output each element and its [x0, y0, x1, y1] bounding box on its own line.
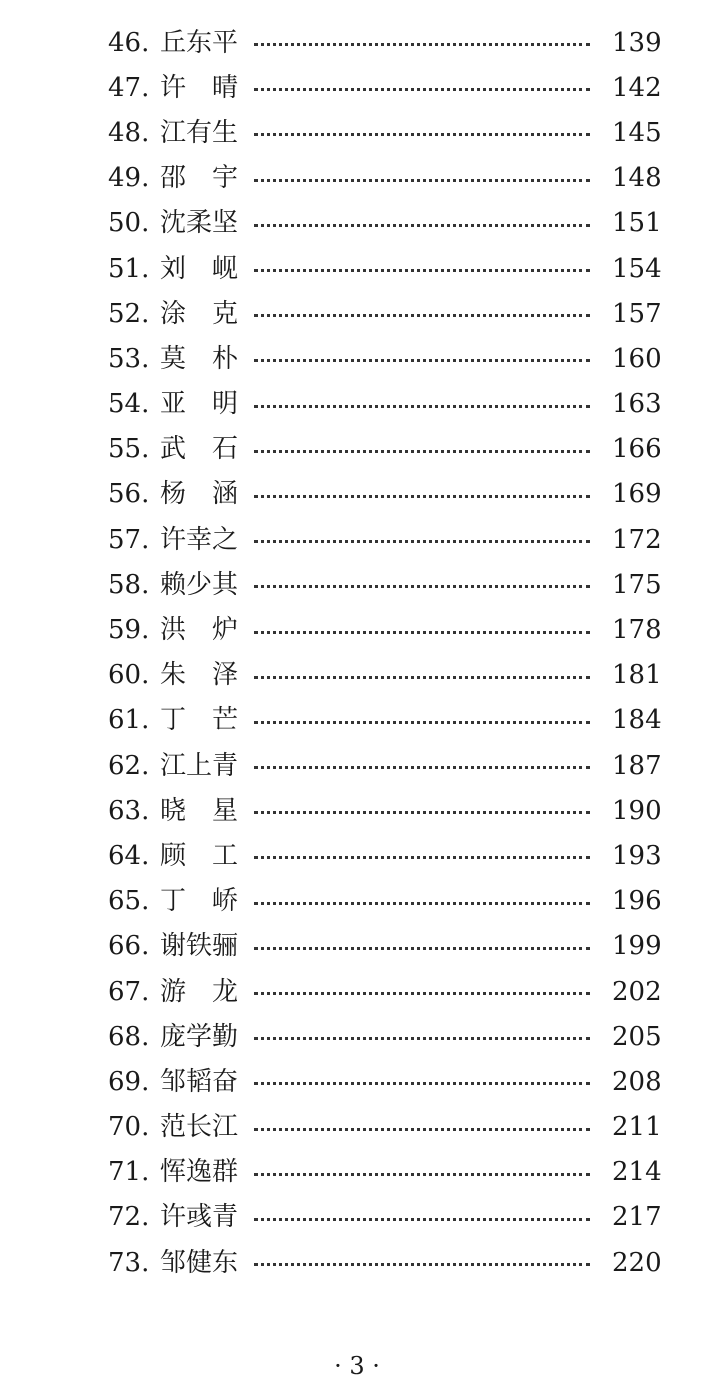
- entry-number: 54.: [108, 389, 150, 420]
- entry-number: 67.: [108, 976, 150, 1007]
- entry-name: 范长江: [160, 1112, 239, 1143]
- toc-entry: [108, 924, 660, 969]
- entry-number: 62.: [108, 750, 150, 781]
- entry-page-number: 160: [612, 343, 662, 374]
- dot-leader: [254, 811, 590, 814]
- entry-number: 69.: [108, 1066, 150, 1097]
- toc-entry: [108, 1195, 660, 1240]
- entry-name: 江有生: [160, 117, 239, 148]
- toc-entry: [108, 1105, 660, 1150]
- entry-number: 70.: [108, 1112, 150, 1143]
- toc-entry: [108, 969, 660, 1014]
- dot-leader: [254, 43, 590, 46]
- toc-entry: [108, 743, 660, 788]
- entry-page-number: 172: [612, 524, 662, 555]
- entry-name: 亚 明: [160, 389, 239, 420]
- entry-name: 谢铁骊: [160, 931, 239, 962]
- toc-entry: [108, 110, 660, 155]
- entry-page-number: 211: [612, 1112, 662, 1143]
- entry-name: 朱 泽: [160, 660, 239, 691]
- toc-entry: [108, 833, 660, 878]
- toc-entry: [108, 156, 660, 201]
- toc-entry: [108, 653, 660, 698]
- toc-entry: [108, 336, 660, 381]
- toc-entry: [108, 65, 660, 110]
- entry-page-number: 193: [612, 840, 662, 871]
- entry-page-number: 190: [612, 795, 662, 826]
- entry-name: 游 龙: [160, 976, 239, 1007]
- toc-entry: [108, 879, 660, 924]
- entry-name: 沈柔坚: [160, 208, 239, 239]
- entry-number: 47.: [108, 72, 150, 103]
- entry-name: 邹韬奋: [160, 1066, 239, 1097]
- entry-number: 52.: [108, 298, 150, 329]
- toc-entry: [108, 382, 660, 427]
- dot-leader: [254, 1128, 590, 1131]
- toc-entry: [108, 788, 660, 833]
- entry-page-number: 154: [612, 253, 662, 284]
- entry-number: 58.: [108, 569, 150, 600]
- entry-name: 涂 克: [160, 298, 239, 329]
- entry-name: 莫 朴: [160, 343, 239, 374]
- entry-page-number: 205: [612, 1021, 662, 1052]
- entry-number: 53.: [108, 343, 150, 374]
- entry-name: 江上青: [160, 750, 239, 781]
- dot-leader: [254, 359, 590, 362]
- entry-page-number: 139: [612, 27, 662, 58]
- dot-leader: [254, 1218, 590, 1221]
- entry-name: 许彧青: [160, 1202, 239, 1233]
- entry-number: 73.: [108, 1247, 150, 1278]
- entry-name: 庞学勤: [160, 1021, 239, 1052]
- dot-leader: [254, 314, 590, 317]
- entry-page-number: 151: [612, 208, 662, 239]
- entry-page-number: 169: [612, 479, 662, 510]
- entry-number: 49.: [108, 163, 150, 194]
- page-number: · 3 ·: [334, 1352, 380, 1380]
- dot-leader: [254, 856, 590, 859]
- entry-page-number: 214: [612, 1157, 662, 1188]
- entry-number: 72.: [108, 1202, 150, 1233]
- entry-number: 65.: [108, 886, 150, 917]
- entry-name: 许 晴: [160, 72, 239, 103]
- dot-leader: [254, 224, 590, 227]
- entry-number: 55.: [108, 434, 150, 465]
- toc-entry: [108, 1059, 660, 1104]
- toc-entry: [108, 1240, 660, 1285]
- entry-page-number: 157: [612, 298, 662, 329]
- entry-page-number: 181: [612, 660, 662, 691]
- entry-name: 武 石: [160, 434, 239, 465]
- entry-name: 丁 芒: [160, 705, 239, 736]
- toc-entry: [108, 427, 660, 472]
- entry-number: 60.: [108, 660, 150, 691]
- entry-page-number: 187: [612, 750, 662, 781]
- entry-page-number: 202: [612, 976, 662, 1007]
- dot-leader: [254, 1263, 590, 1266]
- dot-leader: [254, 585, 590, 588]
- entry-name: 邹健东: [160, 1247, 239, 1278]
- entry-name: 洪 炉: [160, 615, 239, 646]
- dot-leader: [254, 88, 590, 91]
- dot-leader: [254, 721, 590, 724]
- dot-leader: [254, 631, 590, 634]
- dot-leader: [254, 992, 590, 995]
- dot-leader: [254, 540, 590, 543]
- dot-leader: [254, 947, 590, 950]
- entry-name: 邵 宇: [160, 163, 239, 194]
- entry-name: 杨 涵: [160, 479, 239, 510]
- dot-leader: [254, 269, 590, 272]
- toc-entry: [108, 246, 660, 291]
- entry-number: 51.: [108, 253, 150, 284]
- dot-leader: [254, 1173, 590, 1176]
- toc-entry: [108, 20, 660, 65]
- entry-number: 48.: [108, 117, 150, 148]
- entry-name: 晓 星: [160, 795, 239, 826]
- toc-entry: [108, 607, 660, 652]
- entry-page-number: 175: [612, 569, 662, 600]
- entry-page-number: 217: [612, 1202, 662, 1233]
- entry-name: 赖少其: [160, 569, 239, 600]
- entry-number: 64.: [108, 840, 150, 871]
- dot-leader: [254, 405, 590, 408]
- dot-leader: [254, 676, 590, 679]
- toc-entry: [108, 1014, 660, 1059]
- entry-page-number: 166: [612, 434, 662, 465]
- entry-name: 丘东平: [160, 27, 239, 58]
- entry-number: 61.: [108, 705, 150, 736]
- dot-leader: [254, 1082, 590, 1085]
- toc-entry: [108, 1150, 660, 1195]
- entry-number: 57.: [108, 524, 150, 555]
- toc-entry: [108, 562, 660, 607]
- entry-number: 63.: [108, 795, 150, 826]
- entry-page-number: 148: [612, 163, 662, 194]
- dot-leader: [254, 902, 590, 905]
- dot-leader: [254, 495, 590, 498]
- entry-number: 50.: [108, 208, 150, 239]
- dot-leader: [254, 1037, 590, 1040]
- entry-page-number: 142: [612, 72, 662, 103]
- entry-page-number: 196: [612, 886, 662, 917]
- entry-number: 68.: [108, 1021, 150, 1052]
- table-of-contents: [108, 20, 660, 1285]
- entry-number: 71.: [108, 1157, 150, 1188]
- entry-number: 66.: [108, 931, 150, 962]
- dot-leader: [254, 133, 590, 136]
- toc-entry: [108, 201, 660, 246]
- entry-number: 46.: [108, 27, 150, 58]
- entry-name: 丁 峤: [160, 886, 239, 917]
- entry-page-number: 163: [612, 389, 662, 420]
- dot-leader: [254, 179, 590, 182]
- entry-name: 刘 岘: [160, 253, 239, 284]
- entry-number: 59.: [108, 615, 150, 646]
- entry-page-number: 199: [612, 931, 662, 962]
- dot-leader: [254, 450, 590, 453]
- entry-page-number: 208: [612, 1066, 662, 1097]
- entry-number: 56.: [108, 479, 150, 510]
- toc-entry: [108, 698, 660, 743]
- toc-entry: [108, 517, 660, 562]
- toc-entry: [108, 291, 660, 336]
- entry-page-number: 220: [612, 1247, 662, 1278]
- dot-leader: [254, 766, 590, 769]
- entry-page-number: 145: [612, 117, 662, 148]
- entry-page-number: 178: [612, 615, 662, 646]
- toc-entry: [108, 472, 660, 517]
- entry-name: 顾 工: [160, 840, 239, 871]
- entry-name: 恽逸群: [160, 1157, 239, 1188]
- entry-name: 许幸之: [160, 524, 239, 555]
- entry-page-number: 184: [612, 705, 662, 736]
